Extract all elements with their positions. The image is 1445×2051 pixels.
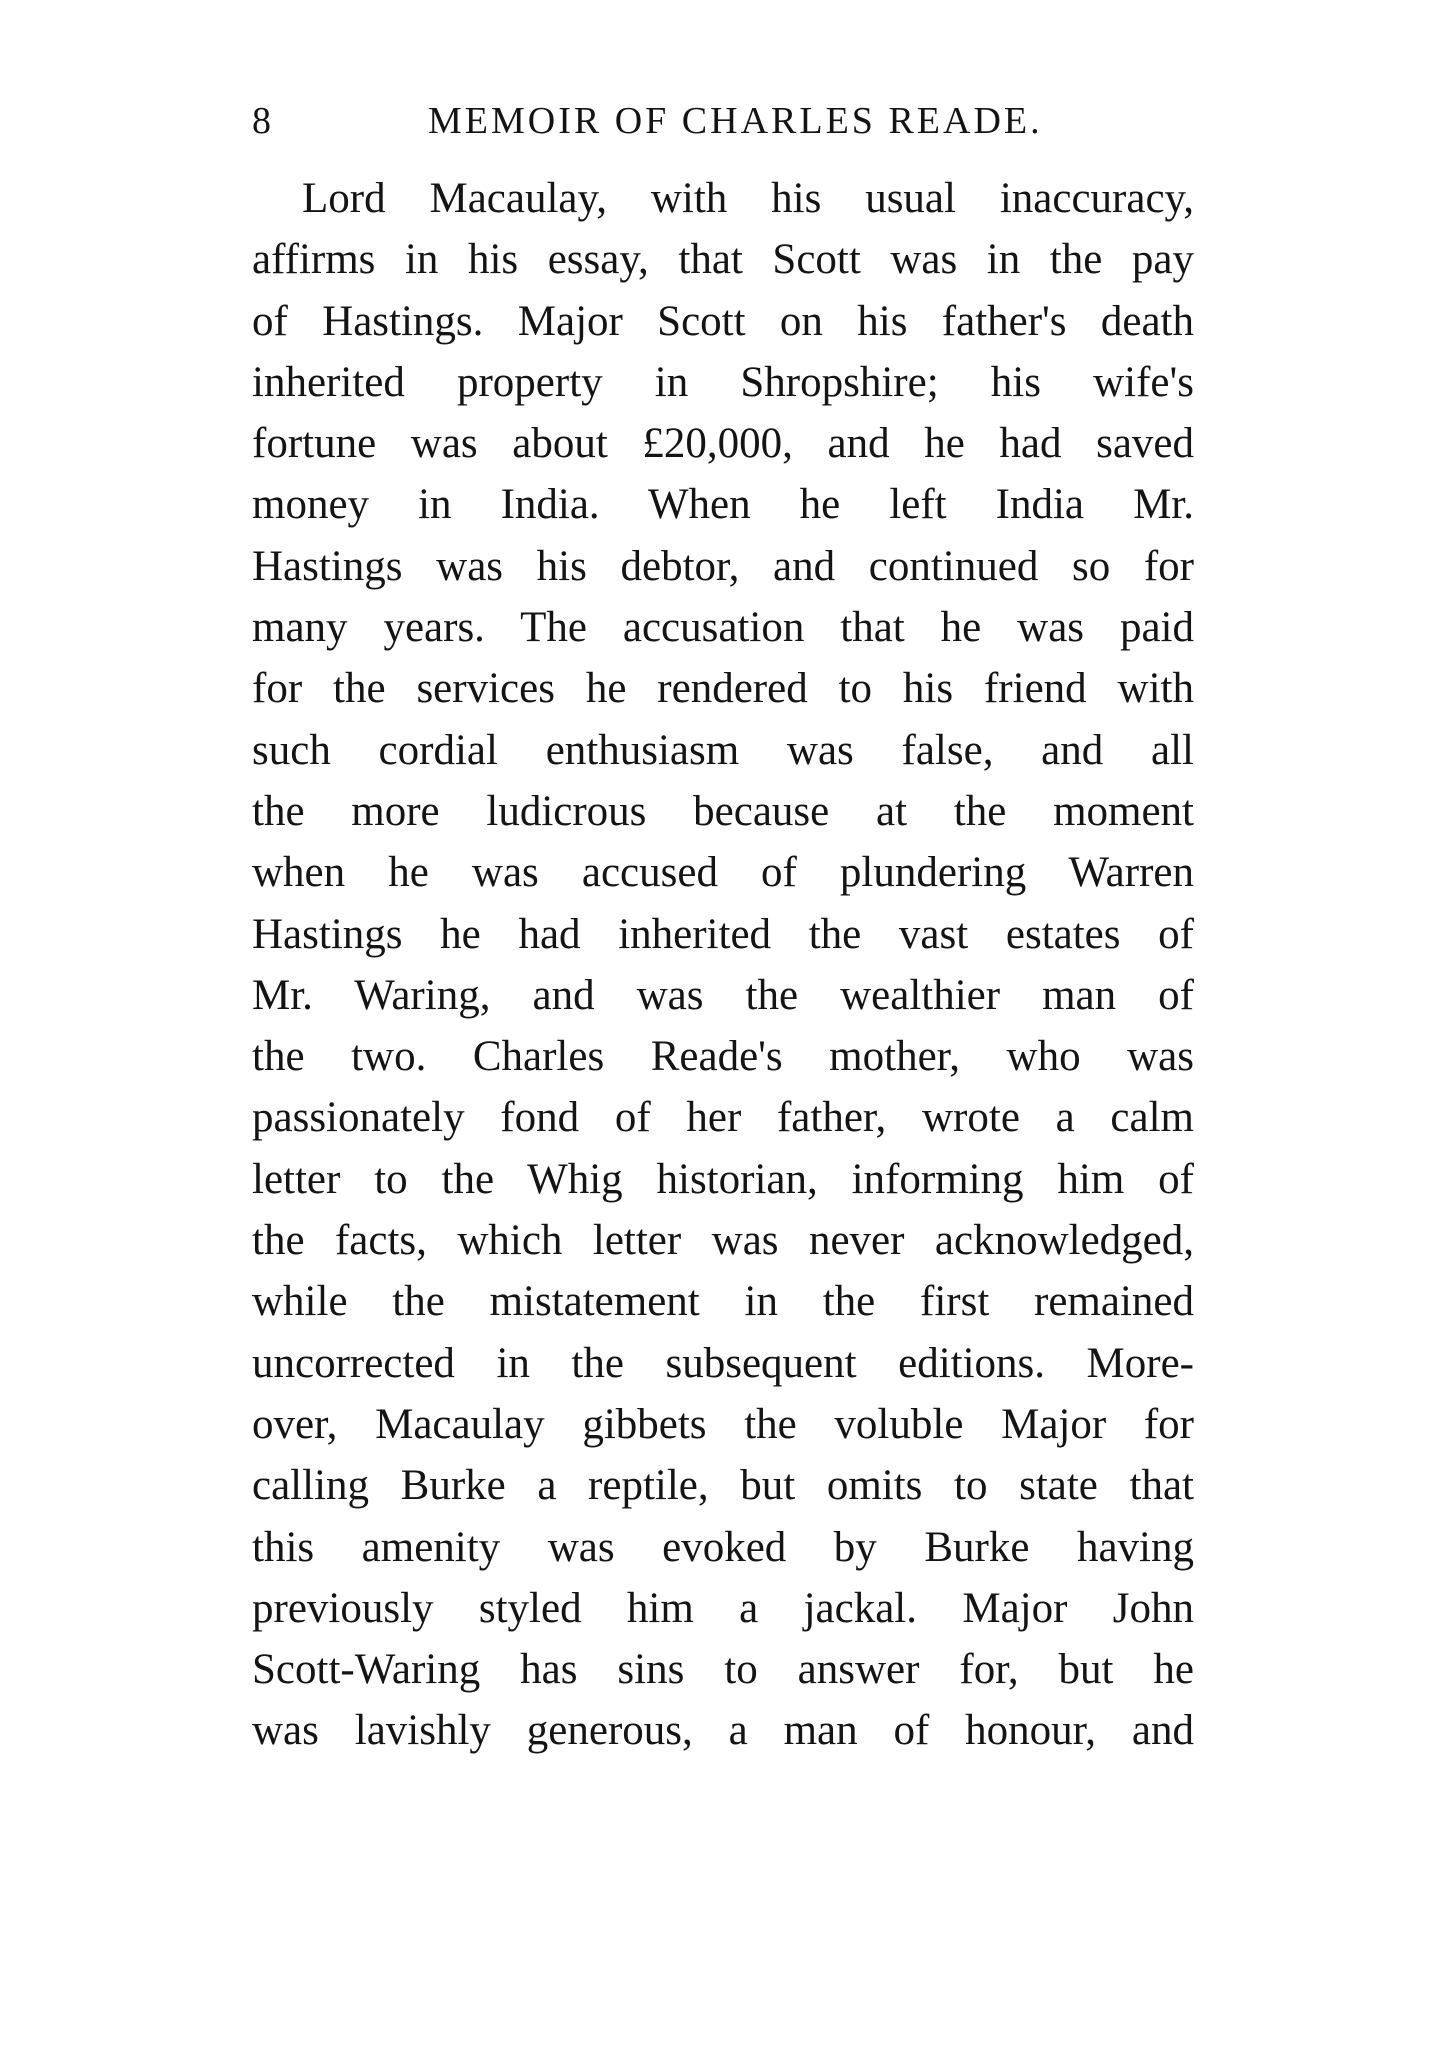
text-line: for the services he rendered to his friend with <box>252 665 1194 713</box>
text-line: letter to the Whig historian, informing him of <box>252 1155 1194 1203</box>
running-head <box>0 96 1445 146</box>
text-line: passionately fond of her father, wrote a calm <box>252 1094 1194 1142</box>
text-line: such cordial enthusiasm was false, and all <box>252 726 1194 774</box>
text-line: the two. Charles Reade's mother, who was <box>252 1033 1194 1081</box>
text-line: of Hastings. Major Scott on his father's death <box>252 297 1194 345</box>
text-line: affirms in his essay, that Scott was in the pay <box>252 236 1194 284</box>
text-line: this amenity was evoked by Burke having <box>252 1523 1194 1571</box>
text-line: Hastings was his debtor, and continued so for <box>252 542 1194 590</box>
text-line: over, Macaulay gibbets the voluble Major for <box>252 1400 1194 1448</box>
text-line: uncorrected in the subsequent editions. More- <box>252 1339 1194 1387</box>
text-line: the facts, which letter was never acknowledged, <box>252 1217 1194 1265</box>
running-title: MEMOIR OF CHARLES READE. <box>428 100 1043 142</box>
text-line: fortune was about £20,000, and he had saved <box>252 420 1194 468</box>
text-line: Mr. Waring, and was the wealthier man of <box>252 971 1194 1019</box>
text-line: calling Burke a reptile, but omits to state that <box>252 1462 1194 1510</box>
text-line: Hastings he had inherited the vast estates of <box>252 910 1194 958</box>
body-text <box>252 168 1194 1762</box>
text-line: while the mistatement in the first remained <box>252 1278 1194 1326</box>
text-line: Scott-Waring has sins to answer for, but he <box>252 1646 1194 1694</box>
text-line: was lavishly generous, a man of honour, and <box>252 1707 1194 1755</box>
text-line: money in India. When he left India Mr. <box>252 481 1194 529</box>
text-line: many years. The accusation that he was paid <box>252 604 1194 652</box>
page-number: 8 <box>252 100 271 142</box>
text-line: inherited property in Shropshire; his wife's <box>252 358 1194 406</box>
text-line: when he was accused of plundering Warren <box>252 849 1194 897</box>
text-line: previously styled him a jackal. Major John <box>252 1584 1194 1632</box>
text-line: Lord Macaulay, with his usual inaccuracy, <box>302 175 1194 222</box>
text-line: the more ludicrous because at the moment <box>252 787 1194 835</box>
